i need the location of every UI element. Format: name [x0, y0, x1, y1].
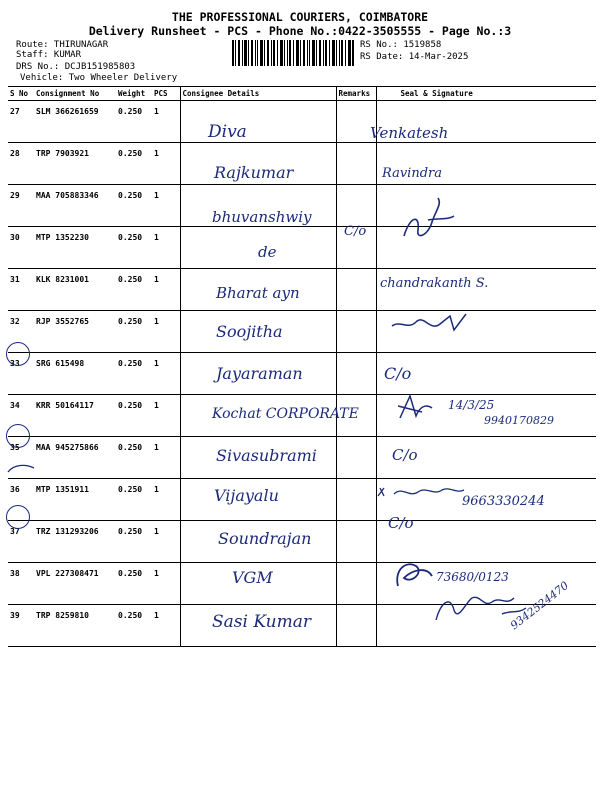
cell-consignment-no: TRZ 131293206	[34, 521, 116, 563]
signature-scribble	[376, 484, 466, 502]
cell-pcs: 1	[152, 563, 180, 605]
cell-consignee	[180, 101, 336, 143]
cell-weight: 0.250	[116, 563, 152, 605]
cell-pcs: 1	[152, 311, 180, 353]
handwritten-name: de	[258, 243, 277, 261]
handwritten-signature: C/o	[344, 224, 367, 239]
col-header-weight: Weight	[116, 87, 152, 101]
cell-remarks	[336, 353, 376, 395]
cell-pcs: 1	[152, 437, 180, 479]
cell-consignment-no: TRP 7903921	[34, 143, 116, 185]
col-header-signature: Seal & Signature	[376, 87, 596, 101]
cell-sno: 35	[8, 437, 34, 479]
handwritten-name: Vijayalu	[214, 486, 279, 505]
cell-sno: 28	[8, 143, 34, 185]
handwritten-name: Kochat CORPORATE	[212, 406, 359, 422]
handwritten-name: Rajkumar	[214, 163, 294, 182]
drs-label: DRS No.: DCJB151985803	[16, 62, 136, 72]
cell-weight: 0.250	[116, 437, 152, 479]
cell-weight: 0.250	[116, 143, 152, 185]
cell-weight: 0.250	[116, 227, 152, 269]
handwritten-name: Bharat ayn	[216, 284, 300, 302]
cell-sno: 31	[8, 269, 34, 311]
cell-pcs: 1	[152, 605, 180, 647]
cell-pcs: 1	[152, 521, 180, 563]
handwritten-signature: 9342524470	[508, 578, 572, 633]
cell-pcs: 1	[152, 479, 180, 521]
cell-weight: 0.250	[116, 269, 152, 311]
vehicle-label: Vehicle: Two Wheeler Delivery	[20, 73, 178, 83]
company-title: THE PROFESSIONAL COURIERS, COIMBATORE	[171, 10, 429, 24]
handwritten-name: Diva	[208, 122, 247, 142]
cell-weight: 0.250	[116, 101, 152, 143]
cell-weight: 0.250	[116, 185, 152, 227]
handwritten-name: Soundrajan	[218, 529, 312, 548]
handwritten-signature: chandrakanth S.	[380, 276, 489, 291]
route-label: Route: THIRUNAGAR	[16, 40, 109, 50]
col-header-remarks: Remarks	[336, 87, 376, 101]
cell-sno: 33	[8, 353, 34, 395]
col-header-pcs: PCS	[152, 87, 180, 101]
cell-remarks	[336, 143, 376, 185]
col-header-sno: S No	[8, 87, 34, 101]
handwritten-name: bhuvanshwiy	[212, 208, 312, 226]
cell-pcs: 1	[152, 101, 180, 143]
staff-label: Staff: KUMAR	[16, 50, 82, 60]
table-row	[8, 101, 596, 143]
col-header-consignee: Consignee Details	[180, 87, 336, 101]
handwritten-signature: C/o	[388, 514, 414, 532]
signature-scribble	[390, 310, 470, 336]
cell-remarks	[336, 521, 376, 563]
cell-consignment-no: KRR 50164117	[34, 395, 116, 437]
cell-remarks	[336, 185, 376, 227]
cell-remarks	[336, 269, 376, 311]
cell-consignment-no: MTP 1351911	[34, 479, 116, 521]
col-header-consignment: Consignment No	[34, 87, 116, 101]
cell-remarks	[336, 563, 376, 605]
circle-mark	[6, 424, 30, 448]
handwritten-signature: Ravindra	[382, 166, 442, 181]
cell-weight: 0.250	[116, 605, 152, 647]
handwritten-name: Sivasubrami	[216, 446, 317, 465]
cell-pcs: 1	[152, 395, 180, 437]
cell-remarks	[336, 479, 376, 521]
barcode	[232, 40, 354, 66]
cell-remarks	[336, 605, 376, 647]
cell-consignment-no: RJP 3552765	[34, 311, 116, 353]
tick-mark	[6, 462, 36, 476]
circle-mark	[6, 505, 30, 529]
handwritten-signature: 9663330244	[462, 494, 545, 509]
cell-consignment-no: SLM 366261659	[34, 101, 116, 143]
cell-consignment-no: MAA 945275866	[34, 437, 116, 479]
cell-consignment-no: MAA 705883346	[34, 185, 116, 227]
cell-sno: 27	[8, 101, 34, 143]
cell-pcs: 1	[152, 353, 180, 395]
cell-consignment-no: VPL 227308471	[34, 563, 116, 605]
handwritten-signature: 14/3/25	[448, 398, 495, 412]
cell-consignment-no: SRG 615498	[34, 353, 116, 395]
cell-weight: 0.250	[116, 395, 152, 437]
cell-sno: 38	[8, 563, 34, 605]
cell-weight: 0.250	[116, 311, 152, 353]
cell-sno: 32	[8, 311, 34, 353]
handwritten-name: Jayaraman	[216, 364, 303, 383]
cell-sno: 39	[8, 605, 34, 647]
table-row	[8, 269, 596, 311]
table-header-row	[8, 87, 596, 101]
cell-weight: 0.250	[116, 479, 152, 521]
cell-sno: 30	[8, 227, 34, 269]
table-row	[8, 143, 596, 185]
cell-pcs: 1	[152, 227, 180, 269]
signature-scribble	[392, 556, 436, 592]
table-row	[8, 227, 596, 269]
cell-consignment-no: TRP 8259810	[34, 605, 116, 647]
cell-consignment-no: MTP 1352230	[34, 227, 116, 269]
handwritten-name: VGM	[232, 568, 273, 587]
cell-sno: 34	[8, 395, 34, 437]
rs-no-label: RS No.: 1519858	[360, 40, 442, 50]
handwritten-name: Soojitha	[216, 322, 283, 341]
cell-weight: 0.250	[116, 521, 152, 563]
handwritten-signature: C/o	[392, 446, 418, 464]
handwritten-signature: 73680/0123	[436, 570, 509, 584]
cell-sno: 36	[8, 479, 34, 521]
handwritten-name: Sasi Kumar	[212, 612, 312, 632]
cell-remarks	[336, 311, 376, 353]
cell-sno: 37	[8, 521, 34, 563]
cell-consignment-no: KLK 8231001	[34, 269, 116, 311]
cell-pcs: 1	[152, 185, 180, 227]
cell-pcs: 1	[152, 143, 180, 185]
cell-remarks	[336, 437, 376, 479]
handwritten-signature: C/o	[384, 364, 412, 383]
circle-mark	[6, 342, 30, 366]
table-row	[8, 311, 596, 353]
cell-pcs: 1	[152, 269, 180, 311]
rs-date-label: RS Date: 14-Mar-2025	[360, 52, 469, 62]
runsheet-title: Delivery Runsheet - PCS - Phone No.:0422-3505555 - Page No.:3	[88, 24, 512, 38]
handwritten-signature: 9940170829	[484, 414, 554, 427]
signature-scribble	[398, 196, 458, 248]
cell-weight: 0.250	[116, 353, 152, 395]
handwritten-signature: Venkatesh	[370, 124, 449, 142]
cell-sno: 29	[8, 185, 34, 227]
signature-scribble	[396, 392, 436, 422]
